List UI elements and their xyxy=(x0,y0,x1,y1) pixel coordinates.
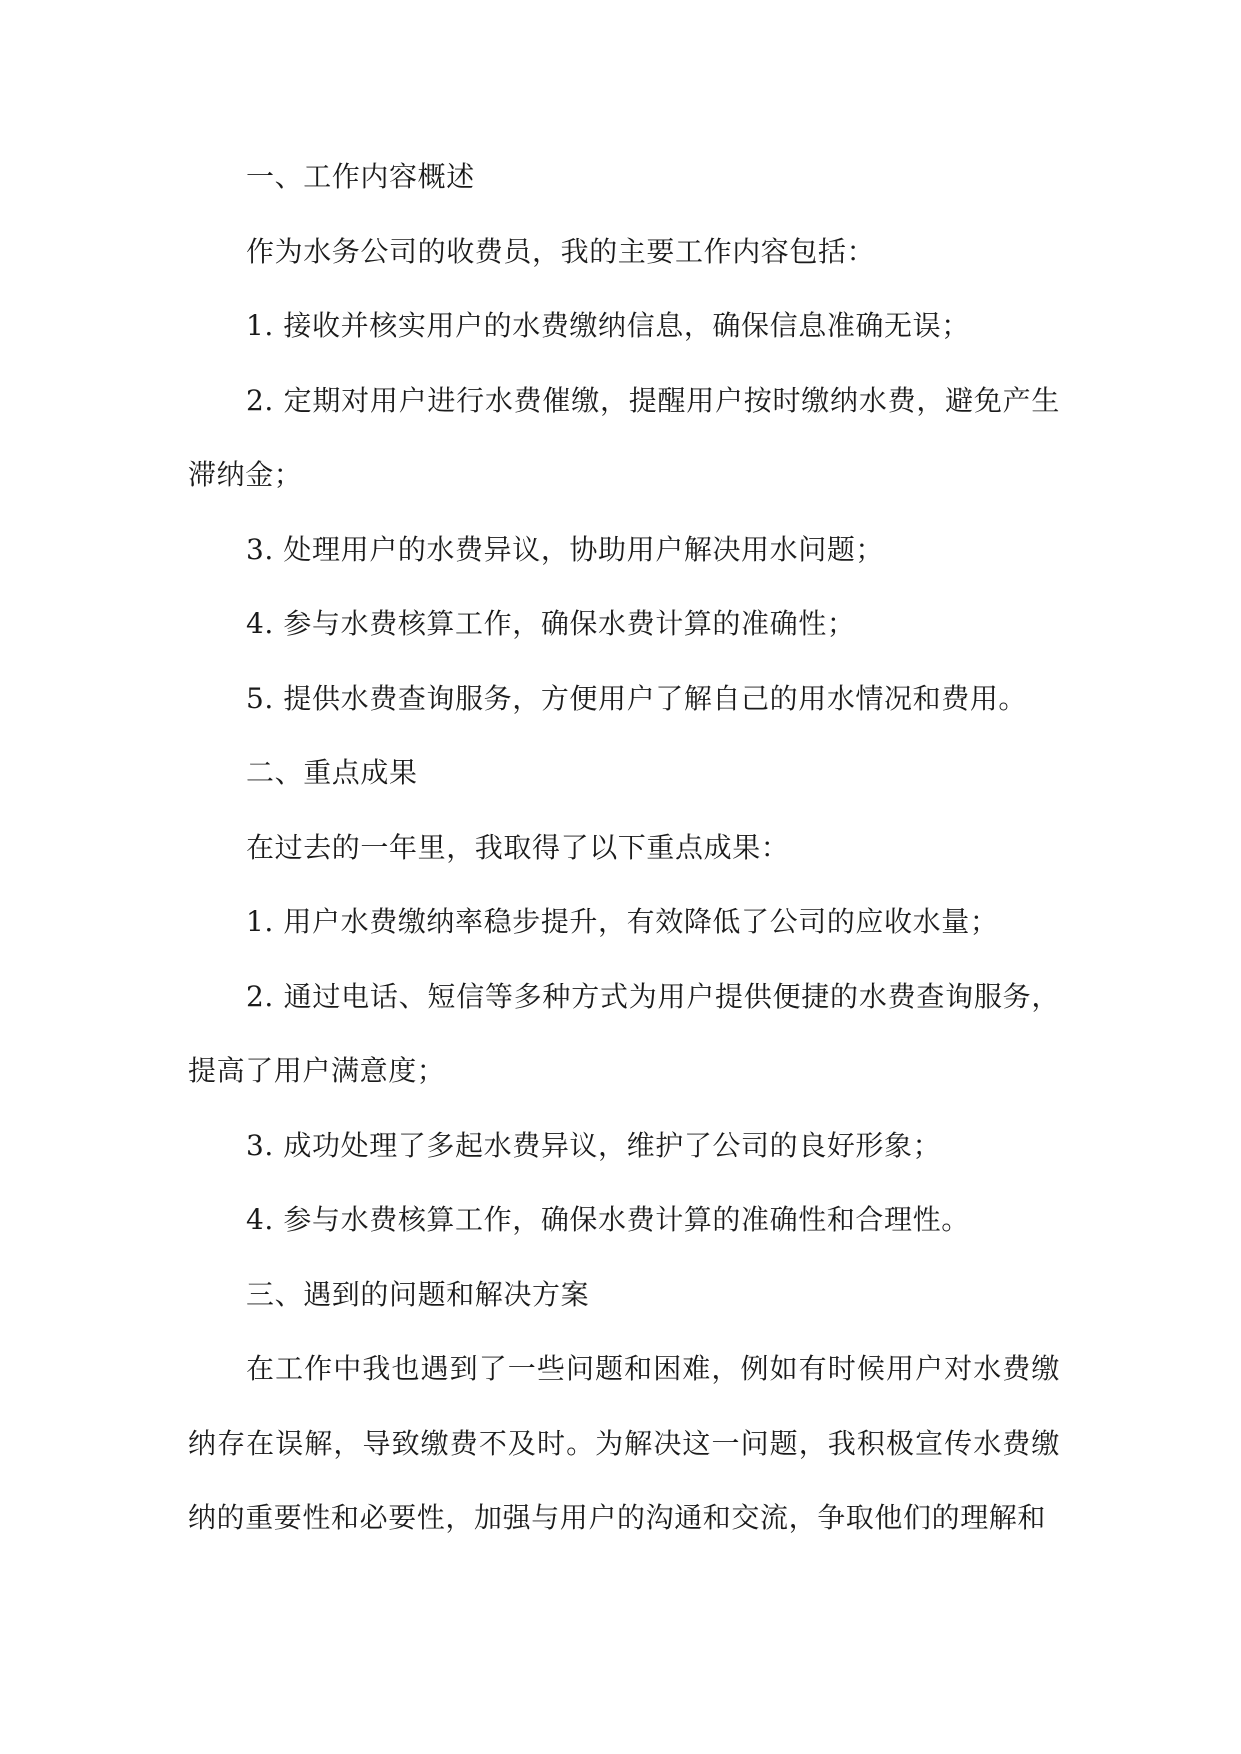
list-item: 3. 成功处理了多起水费异议，维护了公司的良好形象； xyxy=(246,1128,942,1162)
list-item: 3. 处理用户的水费异议，协助用户解决用水问题； xyxy=(246,532,885,566)
document-page xyxy=(188,140,1060,1556)
paragraph: 作为水务公司的收费员，我的主要工作内容包括： xyxy=(246,234,876,268)
paragraph: 在过去的一年里，我取得了以下重点成果： xyxy=(246,830,790,864)
paragraph: 在工作中我也遇到了一些问题和困难，例如有时候用户对水费缴纳存在误解，导致缴费不及时。为解决这一问题，我积极宣传水费缴纳的重要性和必要性，加强与用户的沟通和交流，争取他们的理解和 xyxy=(188,1352,1060,1534)
list-item: 1. 接收并核实用户的水费缴纳信息，确保信息准确无误； xyxy=(246,309,970,342)
list-item: 4. 参与水费核算工作，确保水费计算的准确性和合理性。 xyxy=(246,1203,970,1236)
list-item: 1. 用户水费缴纳率稳步提升，有效降低了公司的应收水量； xyxy=(246,905,999,938)
list-item: 5. 提供水费查询服务，方便用户了解自己的用水情况和费用。 xyxy=(246,681,1028,715)
section-heading-2: 二、重点成果 xyxy=(246,756,418,789)
list-item: 2. 定期对用户进行水费催缴，提醒用户按时缴纳水费，避免产生滞纳金； xyxy=(188,383,1060,491)
section-heading-1: 一、工作内容概述 xyxy=(246,160,475,193)
section-heading-3: 三、遇到的问题和解决方案 xyxy=(246,1277,590,1311)
list-item: 4. 参与水费核算工作，确保水费计算的准确性； xyxy=(246,607,856,640)
list-item: 2. 通过电话、短信等多种方式为用户提供便捷的水费查询服务，提高了用户满意度； xyxy=(188,979,1060,1087)
